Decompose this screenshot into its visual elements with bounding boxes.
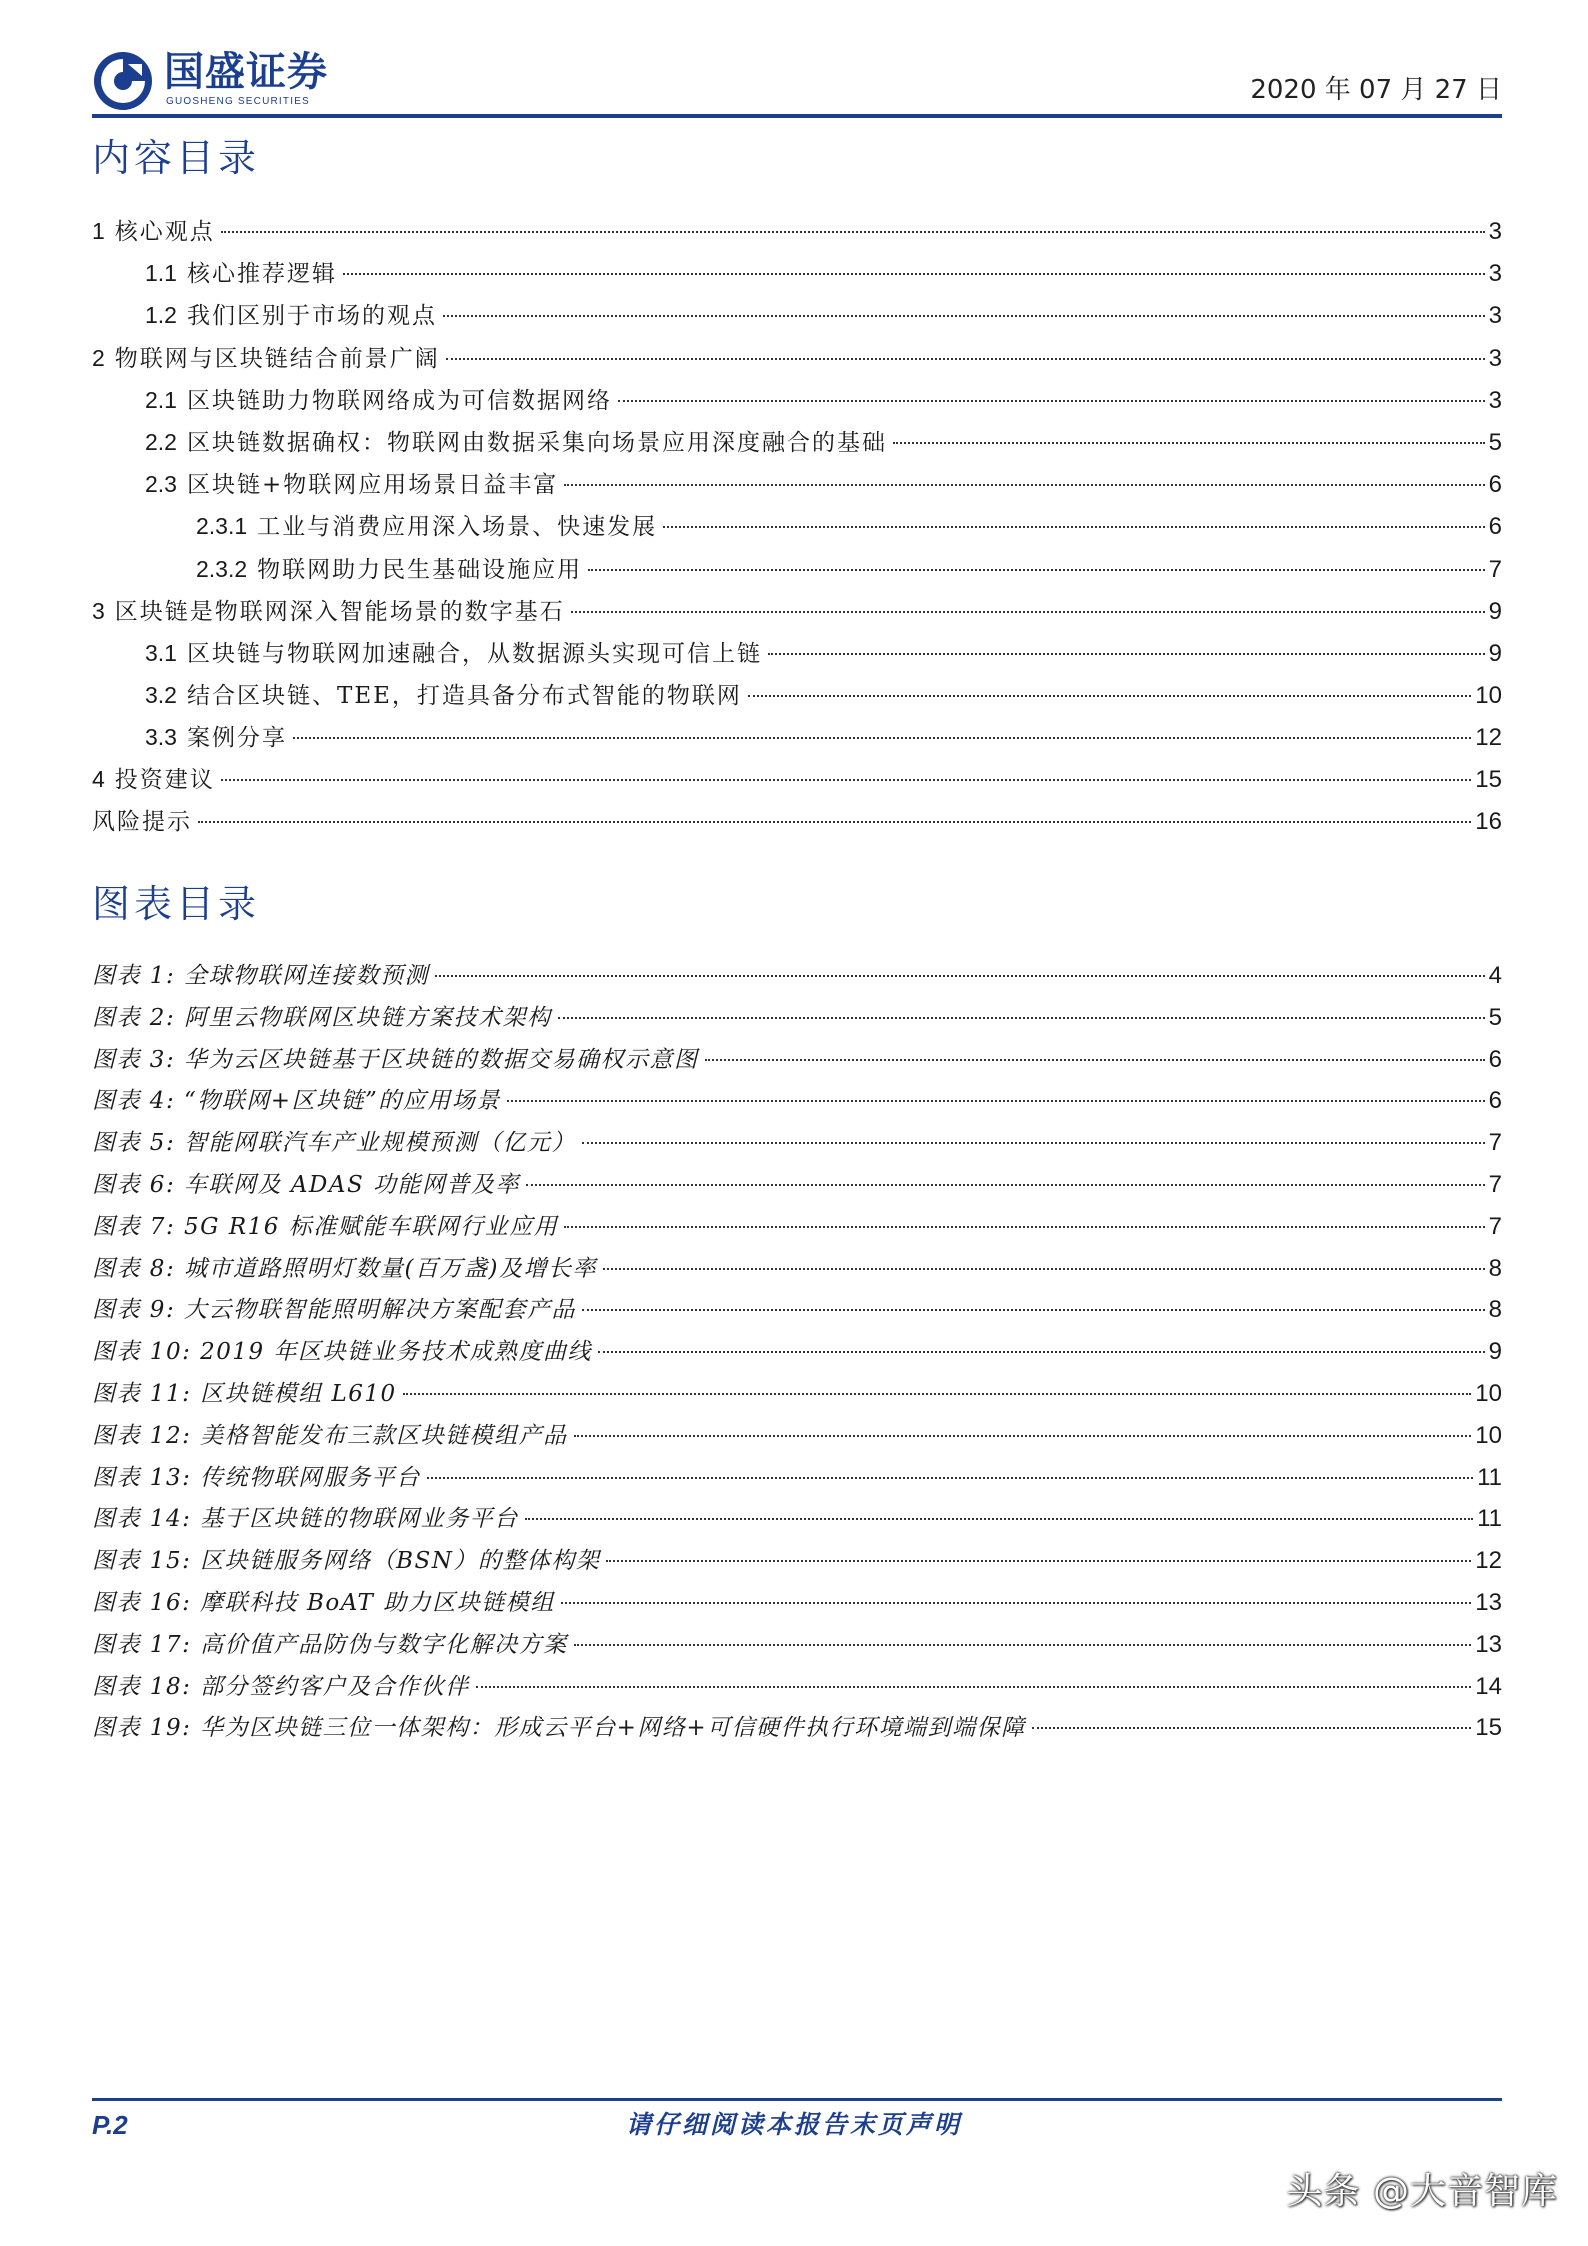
figure-entry[interactable] [92,1707,1502,1749]
dot-leader [705,1059,1485,1061]
toc-entry[interactable] [92,632,1502,674]
toc-entry-label [92,758,215,801]
toc-entry[interactable] [92,463,1502,505]
figure-entry[interactable] [92,997,1502,1039]
dot-leader [663,526,1484,528]
toc-entry-label [92,337,440,380]
toc-title: 内容目录 [92,136,261,180]
toc-entry-number: 3.1 [145,639,177,666]
toc-entry-number: 2.2 [145,428,177,455]
dot-leader [582,1309,1485,1311]
dot-leader [588,569,1484,571]
figure-entry-label: 图表 7: 5G R16 标准赋能车联网行业应用 [92,1213,559,1240]
toc-entry[interactable] [92,421,1502,463]
company-logo [92,50,422,112]
figure-entry-page: 14 [1475,1672,1502,1700]
toc-entry-page: 3 [1488,218,1502,245]
figure-entry[interactable] [92,1248,1502,1290]
dot-leader [507,1100,1485,1102]
figure-entry-label: 图表 8: 城市道路照明灯数量(百万盏)及增长率 [92,1255,597,1282]
toc-entry-text: 案例分享 [186,725,287,752]
figure-entry[interactable] [92,1457,1502,1499]
toc-entry-page: 9 [1488,597,1502,625]
toc-entry-label [145,632,762,675]
dot-leader [606,1560,1471,1562]
toc-entry-label [145,252,337,295]
figure-entry-label: 图表 19: 华为区块链三位一体架构：形成云平台+网络+可信硬件执行环境端到端保障 [92,1715,1026,1742]
dot-leader [582,1142,1485,1144]
figures-title: 图表目录 [92,882,261,926]
toc-entry-number: 1.1 [145,260,177,287]
figure-entry-page: 6 [1488,1087,1502,1115]
dot-leader [768,653,1485,655]
dot-leader [571,611,1485,613]
dot-leader [443,315,1485,317]
figure-entry[interactable] [92,1624,1502,1666]
dot-leader [525,1518,1473,1520]
dot-leader [427,1477,1473,1479]
dot-leader [198,821,1471,823]
figure-entry[interactable] [92,1666,1502,1708]
dot-leader [574,1435,1472,1437]
figure-entry[interactable] [92,1540,1502,1582]
dot-leader [526,1184,1485,1186]
toc-entry-number: 2.3 [145,471,177,498]
figure-entry[interactable] [92,1080,1502,1122]
toc-entry-page: 3 [1488,344,1502,372]
toc-entry-page: 3 [1488,302,1502,330]
toc-entry-label [196,505,657,548]
toc-entry-number: 1 [92,218,105,244]
toc-entry-page: 7 [1488,555,1502,583]
toc-entry[interactable] [92,590,1502,632]
figure-entry-page: 4 [1488,962,1502,989]
figure-entry[interactable] [92,1289,1502,1331]
toc-entry-number: 1.2 [145,302,177,329]
page-number: P.2 [92,2110,128,2140]
figure-entry[interactable] [92,1498,1502,1540]
toc-entry-page: 12 [1475,724,1502,752]
toc-entry-page: 6 [1488,513,1502,541]
dot-leader [564,484,1484,486]
toc-entry-label [196,548,582,591]
toc-entry-page: 3 [1488,386,1502,414]
toc-entry[interactable] [92,505,1502,547]
dot-leader [293,737,1471,739]
figure-entry-page: 5 [1488,1003,1502,1031]
dot-leader [564,1226,1484,1228]
figure-entry-page: 13 [1475,1630,1502,1658]
toc-entry-label [92,590,565,633]
dot-leader [343,273,1485,275]
dot-leader [435,975,1485,977]
toc-entry-number: 2.3.2 [196,555,248,582]
list-of-figures [92,955,1502,1749]
watermark: 头条 @大音智库 [1286,2171,1558,2212]
toc-entry-number: 3.2 [145,682,177,709]
toc-entry[interactable] [92,337,1502,379]
figure-entry-label: 图表 4: “物联网+区块链”的应用场景 [92,1088,501,1115]
figure-entry-page: 7 [1488,1170,1502,1198]
figure-entry[interactable] [92,1039,1502,1081]
table-of-contents [92,210,1502,843]
figure-entry-label: 图表 13: 传统物联网服务平台 [92,1464,421,1491]
dot-leader [748,695,1471,697]
toc-entry-text: 工业与消费应用深入场景、快速发展 [257,514,658,541]
figure-entry[interactable] [92,1164,1502,1206]
dot-leader [561,1602,1472,1604]
figure-entry-page: 13 [1475,1588,1502,1616]
dot-leader [618,400,1485,402]
toc-entry-text: 核心观点 [114,219,215,245]
dot-leader [1032,1727,1472,1729]
figure-entry-label: 图表 6: 车联网及 ADAS 功能网普及率 [92,1171,521,1198]
toc-entry[interactable] [92,210,1502,252]
toc-entry-text: 区块链与物联网加速融合，从数据源头实现可信上链 [186,640,762,667]
toc-entry-label [92,210,215,253]
figure-entry-label: 图表 15: 区块链服务网络（BSN）的整体构架 [92,1548,601,1575]
figure-entry-label: 图表 12: 美格智能发布三款区块链模组产品 [92,1422,568,1449]
figure-entry-page: 7 [1488,1129,1502,1157]
toc-entry[interactable] [92,252,1502,294]
logo-chinese-name: 国盛证券 [164,49,328,95]
toc-entry-text: 物联网与区块链结合前景广阔 [114,345,440,372]
dot-leader [221,779,1472,781]
toc-entry-text: 核心推荐逻辑 [186,261,337,288]
figure-entry-label: 图表 10: 2019 年区块链业务技术成熟度曲线 [92,1339,592,1366]
toc-entry-label [145,379,612,422]
toc-entry-page: 15 [1475,766,1502,794]
figure-entry-label: 图表 17: 高价值产品防伪与数字化解决方案 [92,1631,568,1658]
figure-entry-page: 15 [1475,1714,1502,1742]
toc-entry-page: 10 [1475,682,1502,710]
figure-entry-label: 图表 16: 摩联科技 BoAT 助力区块链模组 [92,1589,555,1616]
dot-leader [574,1644,1472,1646]
figure-entry-page: 12 [1475,1547,1502,1575]
toc-entry-number: 2.1 [145,386,177,413]
figure-entry-page: 7 [1488,1212,1502,1240]
toc-entry-text: 区块链数据确权：物联网由数据采集向场景应用深度融合的基础 [186,429,887,456]
toc-entry-text: 结合区块链、TEE，打造具备分布式智能的物联网 [186,683,742,710]
logo-english-name: GUOSHENG SECURITIES [166,96,310,107]
figure-entry[interactable] [92,1415,1502,1457]
toc-entry-label [145,716,287,759]
figure-entry-label: 图表 3: 华为云区块链基于区块链的数据交易确权示意图 [92,1046,699,1073]
toc-entry-number: 4 [92,766,105,793]
toc-entry-text: 物联网助力民生基础设施应用 [257,556,583,583]
figure-entry-label: 图表 14: 基于区块链的物联网业务平台 [92,1506,519,1533]
logo-emblem-icon [92,50,154,112]
dot-leader [221,231,1485,233]
toc-entry-label [145,294,437,337]
toc-entry-number: 3 [92,597,105,624]
toc-entry-text: 区块链是物联网深入智能场景的数字基石 [114,598,565,625]
dot-leader [558,1017,1485,1019]
toc-entry-page: 9 [1488,639,1502,667]
dot-leader [446,358,1485,360]
toc-entry[interactable] [92,294,1502,336]
page-header [92,44,1502,118]
figure-entry-page: 11 [1477,1505,1502,1533]
figure-entry-label: 图表 9: 大云物联智能照明解决方案配套产品 [92,1297,577,1324]
footer-disclaimer: 请仔细阅读本报告末页声明 [625,2110,962,2139]
figure-entry-label: 图表 18: 部分签约客户及合作伙伴 [92,1673,470,1700]
dot-leader [476,1686,1472,1688]
toc-entry[interactable] [92,379,1502,421]
figure-entry-page: 11 [1477,1463,1502,1491]
toc-entry-text: 区块链+物联网应用场景日益丰富 [186,472,559,499]
toc-entry-text: 风险提示 [92,808,192,835]
figure-entry[interactable] [92,1373,1502,1415]
toc-entry[interactable] [92,674,1502,716]
figure-entry[interactable] [92,1122,1502,1164]
figure-entry-label: 图表 1: 全球物联网连接数预测 [92,963,430,989]
toc-entry[interactable] [92,758,1502,800]
figure-entry[interactable] [92,1331,1502,1373]
figure-entry-label: 图表 5: 智能网联汽车产业规模预测（亿元） [92,1130,577,1157]
toc-entry[interactable] [92,716,1502,758]
dot-leader [403,1393,1472,1395]
toc-entry-page: 16 [1475,807,1502,835]
dot-leader [603,1268,1485,1270]
toc-entry-label [145,463,558,506]
toc-entry-number: 2.3.1 [196,513,248,540]
header-divider [92,114,1502,118]
toc-entry-text: 投资建议 [114,767,215,794]
toc-entry-label [145,674,742,717]
figure-entry-page: 8 [1488,1254,1502,1282]
figure-entry-page: 10 [1475,1421,1502,1449]
toc-entry-label [145,421,887,464]
toc-entry-page: 6 [1488,471,1502,499]
footer-divider [92,2098,1502,2101]
figure-entry[interactable] [92,1582,1502,1624]
toc-entry-text: 我们区别于市场的观点 [186,303,437,330]
toc-entry-page: 3 [1488,260,1502,288]
toc-entry[interactable] [92,801,1502,843]
dot-leader [598,1351,1485,1353]
toc-entry-page: 5 [1488,428,1502,456]
figure-entry-page: 9 [1488,1338,1502,1366]
toc-entry-text: 区块链助力物联网络成为可信数据网络 [186,387,612,414]
toc-entry-number: 2 [92,344,105,371]
toc-entry-number: 3.3 [145,724,177,751]
toc-entry[interactable] [92,548,1502,590]
figure-entry-page: 10 [1475,1379,1502,1407]
report-date: 2020 年 07 月 27 日 [1250,75,1502,105]
figure-entry[interactable] [92,1206,1502,1248]
toc-entry-label [92,801,192,843]
figure-entry[interactable] [92,955,1502,997]
figure-entry-page: 8 [1488,1296,1502,1324]
figure-entry-label: 图表 2: 阿里云物联网区块链方案技术架构 [92,1004,552,1031]
figure-entry-page: 6 [1488,1045,1502,1073]
figure-entry-label: 图表 11: 区块链模组 L610 [92,1380,397,1407]
dot-leader [893,442,1485,444]
